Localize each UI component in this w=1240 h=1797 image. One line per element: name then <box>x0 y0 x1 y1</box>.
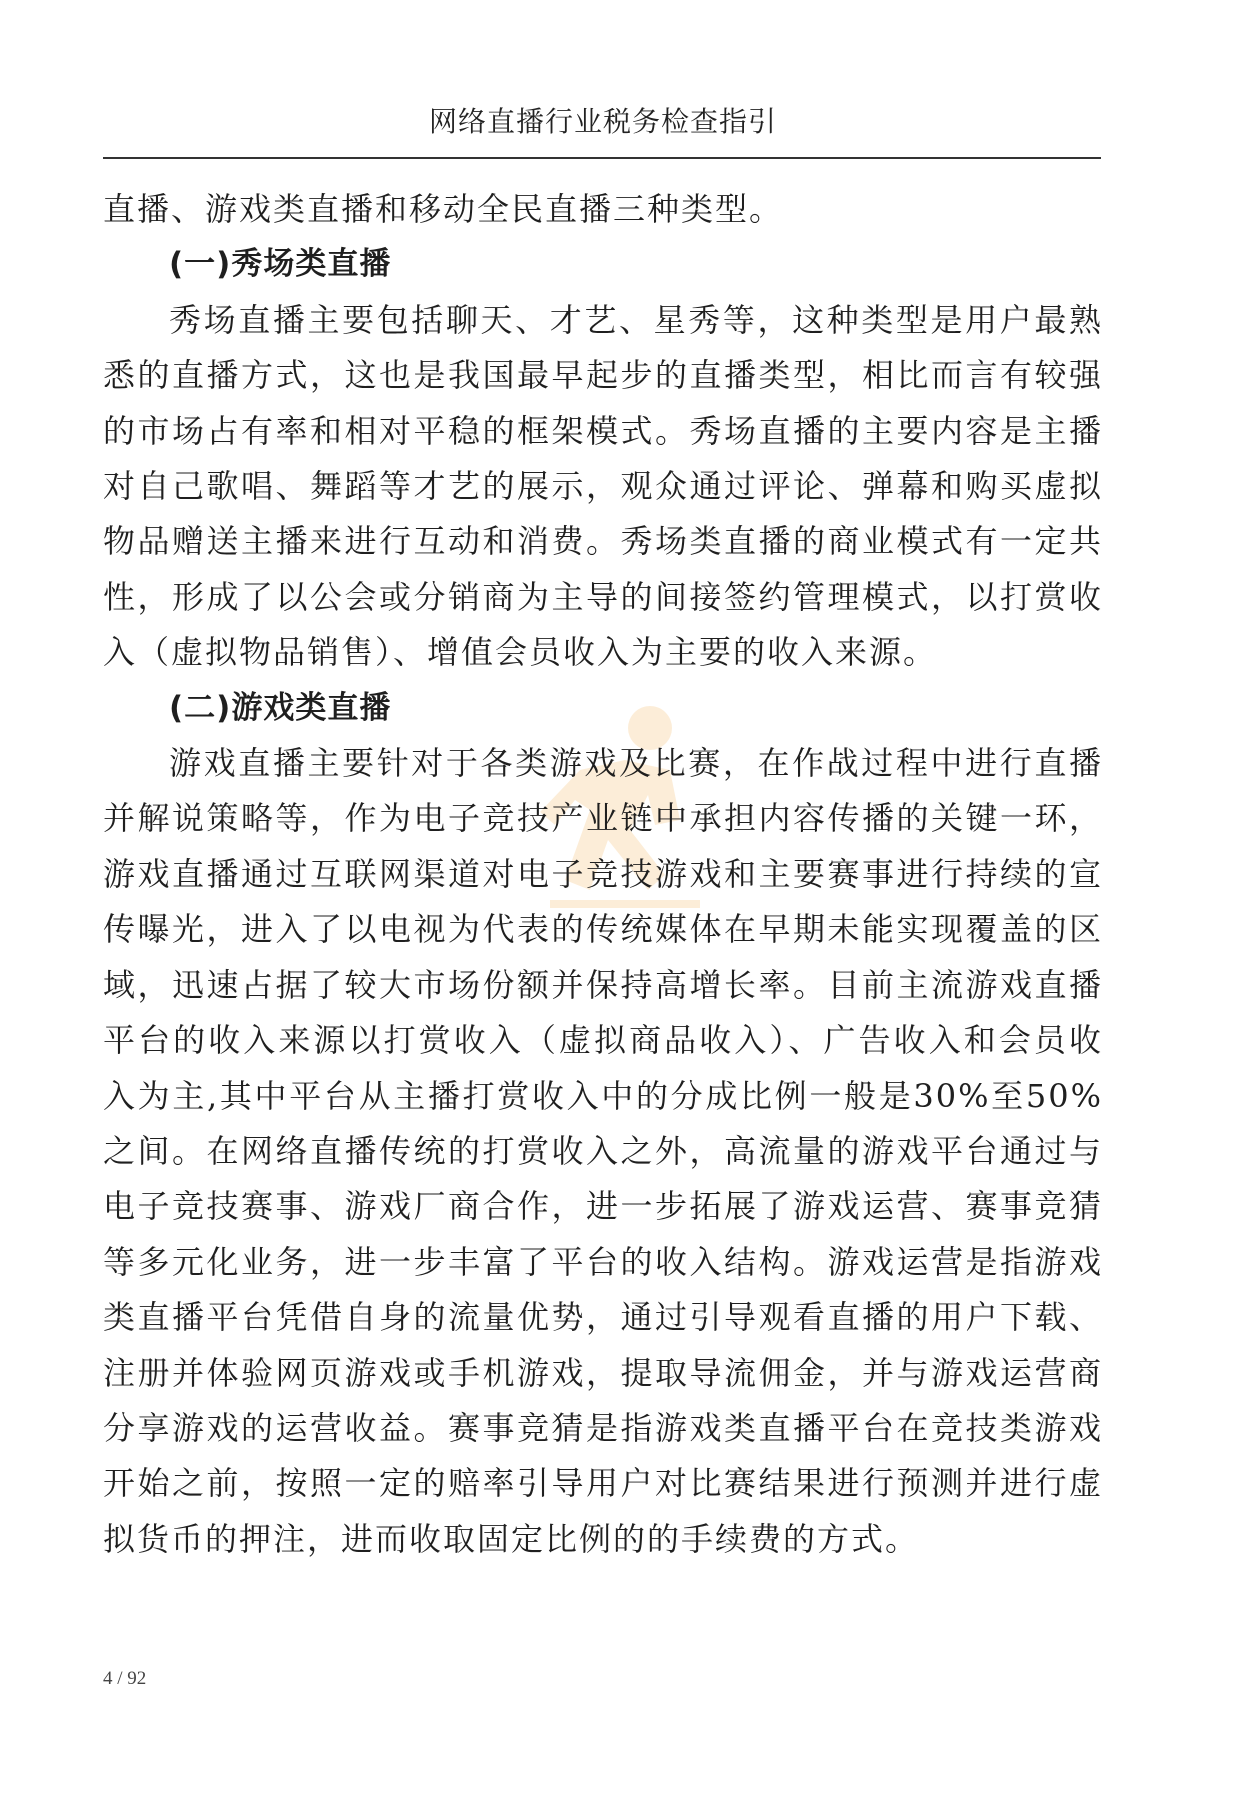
section1-heading: (一)秀场类直播 <box>169 246 392 283</box>
running-header-title: 网络直播行业税务检查指引 <box>428 105 777 138</box>
page-number: 4 / 92 <box>103 1668 147 1689</box>
body-text <box>103 182 1103 1567</box>
section1-paragraph: 秀场直播主要包括聊天、才艺、星秀等，这种类型是用户最熟悉的直播方式，这也是我国最早起步的直播类型，相比而言有较强的市场占有率和相对平稳的框架模式。秀场直播的主要内容是主播对自己歌唱、舞蹈等才艺的展示，观众通过评论、弹幕和购买虚拟物品赠送主播来进行互动和消费。秀场类直播的商业模式有一定共性，形成了以公会或分销商为主导的间接签约管理模式，以打赏收入（虚拟物品销售）、增值会员收入为主要的收入来源。 <box>103 300 1103 672</box>
section2-heading: (二)游戏类直播 <box>169 689 392 726</box>
header-rule <box>103 157 1101 159</box>
section2-paragraph: 游戏直播主要针对于各类游戏及比赛，在作战过程中进行直播并解说策略等，作为电子竞技产业链中承担内容传播的关键一环，游戏直播通过互联网渠道对电子竞技游戏和主要赛事进行持续的宣传曝光，进入了以电视为代表的传统媒体在早期未能实现覆盖的区域，迅速占据了较大市场份额并保持高增长率。目前主流游戏直播平台的收入来源以打赏收入（虚拟商品收入）、广告收入和会员收入为主,其中平台从主播打赏收入中的分成比例一般是30%至50%之间。在网络直播传统的打赏收入之外，高流量的游戏平台通过与电子竞技赛事、游戏厂商合作，进一步拓展了游戏运营、赛事竞猜等多元化业务，进一步丰富了平台的收入结构。游戏运营是指游戏类直播平台凭借自身的流量优势，通过引导观看直播的用户下载、注册并体验网页游戏或手机游戏，提取导流佣金，并与游戏运营商分享游戏的运营收益。赛事竞猜是指游戏类直播平台在竞技类游戏开始之前，按照一定的赔率引导用户对比赛结果进行预测并进行虚拟货币的押注，进而收取固定比例的的手续费的方式。 <box>103 744 1103 1558</box>
intro-line: 直播、游戏类直播和移动全民直播三种类型。 <box>103 190 784 228</box>
